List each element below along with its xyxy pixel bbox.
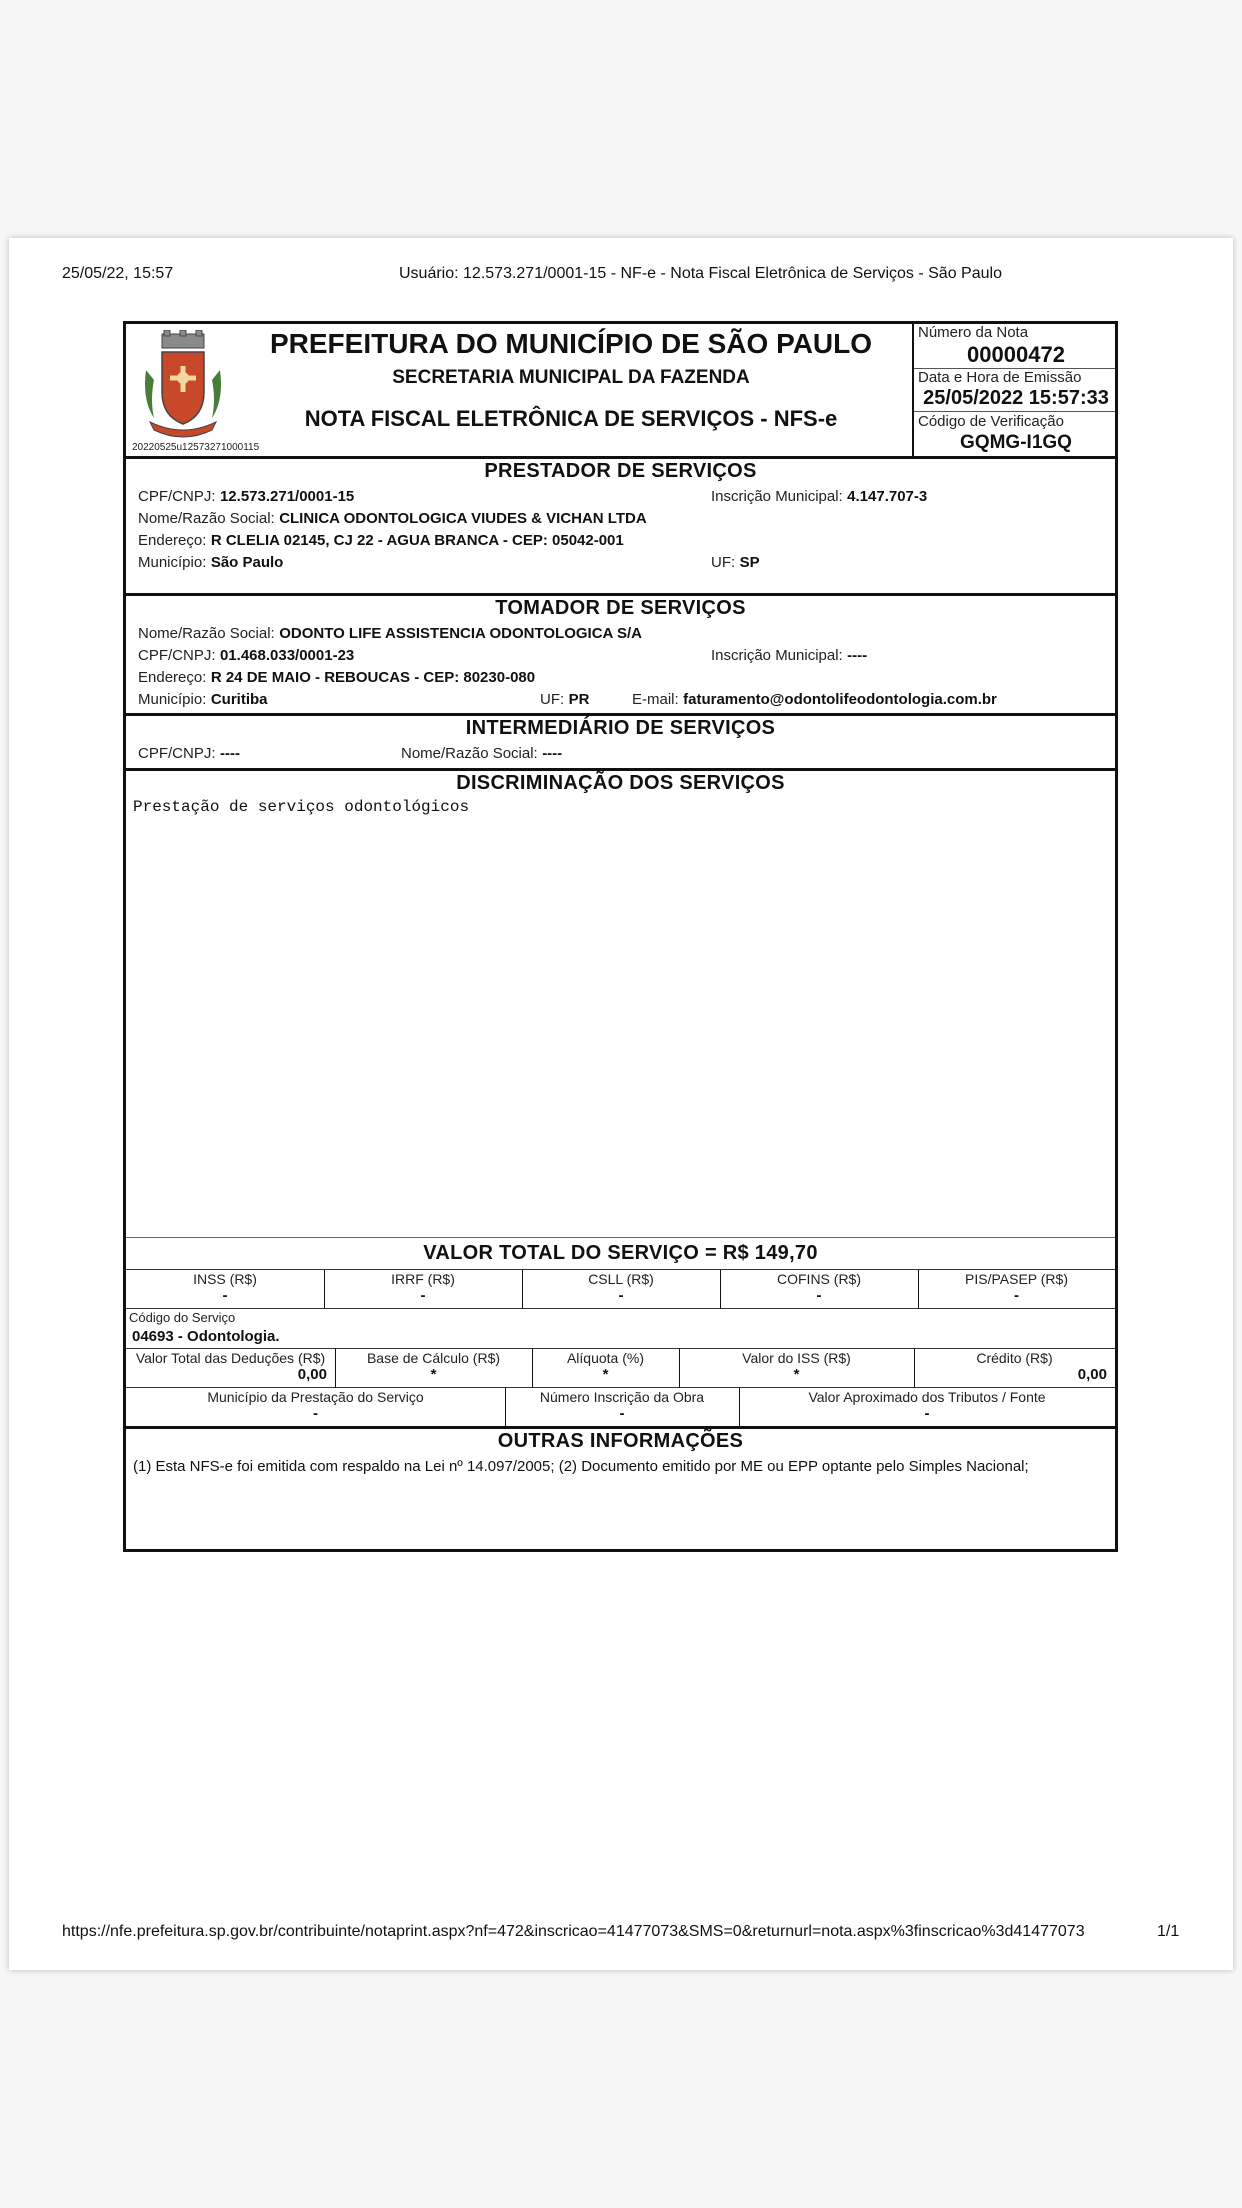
- section-divider: [126, 456, 1115, 459]
- pis-pasep-value: -: [1014, 1287, 1019, 1304]
- deducoes-label: Valor Total das Deduções (R$): [135, 1350, 326, 1366]
- tomador-cpf-value: 01.468.033/0001-23: [219, 647, 355, 664]
- tomador-title: TOMADOR DE SERVIÇOS: [495, 597, 746, 619]
- endereco-label: Endereço:: [138, 532, 207, 549]
- prestador-uf-row: [711, 554, 760, 572]
- inscricao-label: Inscrição Municipal:: [711, 488, 843, 505]
- verificacao-label: Código de Verificação: [918, 413, 1064, 430]
- inss-label: INSS (R$): [193, 1271, 257, 1287]
- credito-value: 0,00: [1077, 1366, 1107, 1383]
- codigo-servico-label: Código do Serviço: [129, 1310, 236, 1325]
- inscricao-obra-label: Número Inscrição da Obra: [539, 1389, 705, 1405]
- tomador-inscricao-row: [711, 647, 867, 665]
- sao-paulo-coat-of-arms-icon: [140, 330, 226, 442]
- page-number: 1/1: [1157, 1923, 1180, 1940]
- prestador-nome-row: [138, 510, 647, 528]
- nome-label: Nome/Razão Social:: [138, 510, 275, 527]
- tomador-endereco-value: R 24 DE MAIO - REBOUCAS - CEP: 80230-080: [210, 669, 536, 686]
- numero-nota-value: 00000472: [967, 342, 1065, 367]
- municipio-prestacao-value: -: [313, 1405, 318, 1422]
- tomador-email-value: faturamento@odontolifeodontologia.com.br: [683, 691, 997, 708]
- section-divider: [126, 593, 1115, 596]
- tomador-uf-row: [540, 691, 589, 709]
- verificacao-value: GQMG-I1GQ: [960, 432, 1072, 453]
- csll-value: -: [618, 1287, 624, 1304]
- print-datetime: 25/05/22, 15:57: [62, 265, 174, 282]
- emissao-value: 25/05/2022 15:57:33: [923, 387, 1109, 409]
- tomador-endereco-row: [138, 669, 535, 687]
- tributos-fonte-label: Valor Aproximado dos Tributos / Fonte: [808, 1389, 1046, 1405]
- prestador-title: PRESTADOR DE SERVIÇOS: [484, 460, 757, 482]
- prestador-nome-value: CLINICA ODONTOLOGICA VIUDES & VICHAN LTDA: [279, 510, 647, 527]
- tomador-municipio-row: [138, 691, 268, 709]
- numero-nota-label: Número da Nota: [918, 324, 1029, 341]
- prestador-endereco-value: R CLELIA 02145, CJ 22 - AGUA BRANCA - CEP: 05042-001: [210, 532, 624, 549]
- discriminacao-title: DISCRIMINAÇÃO DOS SERVIÇOS: [456, 772, 785, 794]
- logo-code: 20220525u12573271000115: [132, 442, 260, 453]
- valor-total: VALOR TOTAL DO SERVIÇO = R$ 149,70: [423, 1242, 818, 1264]
- deducoes-value: 0,00: [297, 1366, 327, 1383]
- prestador-cpf-value: 12.573.271/0001-15: [219, 488, 355, 505]
- intermediario-cpf-row: [138, 745, 240, 763]
- cofins-value: -: [816, 1287, 822, 1304]
- uf-label: UF:: [711, 554, 736, 571]
- valor-iss-label: Valor do ISS (R$): [742, 1350, 851, 1366]
- section-divider: [126, 1237, 1115, 1238]
- nfse-title: NOTA FISCAL ELETRÔNICA DE SERVIÇOS - NFS-e: [304, 406, 838, 431]
- tomador-cpf-row: [138, 647, 354, 665]
- section-divider: [126, 768, 1115, 771]
- section-divider: [126, 1308, 1115, 1309]
- section-divider: [126, 713, 1115, 716]
- intermediario-nome-row: [401, 745, 562, 763]
- printed-page: [9, 238, 1233, 1970]
- tributos-fonte-value: -: [924, 1405, 930, 1422]
- municipio-label: Município:: [138, 691, 207, 708]
- aliquota-value: *: [602, 1366, 609, 1383]
- tomador-uf-value: PR: [568, 691, 590, 708]
- uf-label: UF:: [540, 691, 565, 708]
- municipio-prestacao-label: Município da Prestação do Serviço: [207, 1389, 424, 1405]
- email-label: E-mail:: [632, 691, 679, 708]
- inss-value: -: [222, 1287, 228, 1304]
- intermediario-title: INTERMEDIÁRIO DE SERVIÇOS: [465, 717, 776, 739]
- endereco-label: Endereço:: [138, 669, 207, 686]
- print-url: https://nfe.prefeitura.sp.gov.br/contribuinte/notaprint.aspx?nf=472&inscricao=41477073&SMS=0&returnurl=nota.aspx%3finscricao%3d41477073: [62, 1923, 1085, 1940]
- header-rule: [914, 411, 1115, 412]
- prestador-endereco-row: [138, 532, 624, 550]
- inscricao-label: Inscrição Municipal:: [711, 647, 843, 664]
- tomador-inscricao-value: ----: [847, 647, 868, 664]
- intermediario-nome-value: ----: [542, 745, 563, 762]
- nome-label: Nome/Razão Social:: [138, 625, 275, 642]
- credito-label: Crédito (R$): [976, 1350, 1053, 1366]
- municipio-label: Município:: [138, 554, 207, 571]
- section-divider: [126, 1426, 1115, 1429]
- irrf-value: -: [420, 1287, 426, 1304]
- prefeitura-title: PREFEITURA DO MUNICÍPIO DE SÃO PAULO: [269, 328, 873, 359]
- base-calculo-label: Base de Cálculo (R$): [366, 1350, 501, 1366]
- tomador-municipio-value: Curitiba: [210, 691, 268, 708]
- cpf-label: CPF/CNPJ:: [138, 488, 216, 505]
- tomador-nome-row: [138, 625, 642, 643]
- aliquota-label: Alíquota (%): [566, 1350, 645, 1366]
- irrf-label: IRRF (R$): [391, 1271, 455, 1287]
- secretaria-title: SECRETARIA MUNICIPAL DA FAZENDA: [392, 367, 750, 388]
- obra-row: [126, 1388, 1115, 1426]
- valor-iss-value: *: [793, 1366, 800, 1383]
- nome-label: Nome/Razão Social:: [401, 745, 538, 762]
- cpf-label: CPF/CNPJ:: [138, 647, 216, 664]
- emissao-label: Data e Hora de Emissão: [918, 369, 1082, 386]
- prestador-inscricao-value: 4.147.707-3: [847, 488, 928, 505]
- outras-informacoes-title: OUTRAS INFORMAÇÕES: [497, 1430, 744, 1452]
- outras-informacoes-text: (1) Esta NFS-e foi emitida com respaldo na Lei nº 14.097/2005; (2) Documento emitido por ME ou EPP optante pelo Simples Nacional;: [133, 1458, 1029, 1475]
- inscricao-obra-value: -: [619, 1405, 625, 1422]
- tomador-email-row: [632, 691, 997, 709]
- nfse-document: [123, 321, 1118, 1552]
- prestador-municipio-row: [138, 554, 283, 572]
- csll-label: CSLL (R$): [588, 1271, 654, 1287]
- cofins-label: COFINS (R$): [777, 1271, 861, 1287]
- prestador-inscricao-row: [711, 488, 927, 506]
- prestador-municipio-value: São Paulo: [210, 554, 284, 571]
- print-title: Usuário: 12.573.271/0001-15 - NF-e - Nota Fiscal Eletrônica de Serviços - São Paulo: [399, 265, 1002, 282]
- tributos-row: [126, 1270, 1115, 1308]
- cpf-label: CPF/CNPJ:: [138, 745, 216, 762]
- tomador-nome-value: ODONTO LIFE ASSISTENCIA ODONTOLOGICA S/A: [279, 625, 642, 642]
- prestador-cpf-row: [138, 488, 354, 506]
- codigo-servico-value: 04693 - Odontologia.: [132, 1328, 280, 1345]
- calculo-row: [126, 1349, 1115, 1387]
- pis-pasep-label: PIS/PASEP (R$): [965, 1271, 1068, 1287]
- intermediario-cpf-value: ----: [219, 745, 240, 762]
- discriminacao-text: Prestação de serviços odontológicos: [133, 798, 470, 816]
- base-calculo-value: *: [430, 1366, 437, 1383]
- prestador-uf-value: SP: [739, 554, 760, 571]
